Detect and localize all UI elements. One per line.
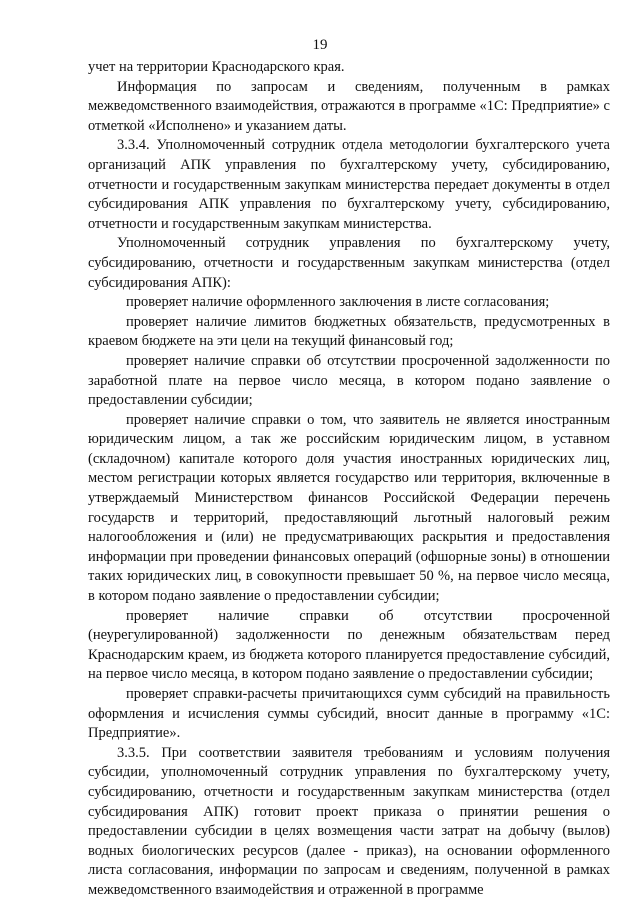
- paragraph: проверяет наличие справки об отсутствии просроченной (неурегулированной) задолженности по денежным обязательствам перед Краснодарским краем, из бюджета которого планируется предоставление субсидий, на первое число месяца, в котором подано заявление о предоставлении субсидии;: [88, 607, 610, 683]
- document-body: [88, 58, 610, 901]
- paragraph: 3.3.5. При соответствии заявителя требованиям и условиям получения субсидии, уполномоченный сотрудник управления по бухгалтерскому учету, субсидированию, отчетности и государственным закупкам министерства (отдел субсидирования АПК) готовит проект приказа о принятии решения о предоставлении субсидии в целях возмещения части затрат на добычу (вылов) водных биологических ресурсов (далее - приказ), на основании оформленного листа согласования, информации по запросам и сведениям, полученной в рамках межведомственного взаимодействия и отраженной в программе: [88, 744, 610, 898]
- paragraph: проверяет справки-расчеты причитающихся сумм субсидий на правильность оформления и исчисления суммы субсидий, вносит данные в программу «1С: Предприятие».: [88, 686, 610, 742]
- page-number: 19: [312, 37, 328, 53]
- paragraph: Информация по запросам и сведениям, полученным в рамках межведомственного взаимодействия, отражаются в программе «1С: Предприятие» с отметкой «Исполнено» и указанием даты.: [88, 78, 610, 134]
- paragraph: проверяет наличие справки об отсутствии просроченной задолженности по заработной плате на первое число месяца, в котором подано заявление о предоставлении субсидии;: [88, 352, 610, 409]
- paragraph: проверяет наличие лимитов бюджетных обязательств, предусмотренных в краевом бюджете на эти цели на текущий финансовый год;: [88, 313, 610, 350]
- paragraph: 3.3.4. Уполномоченный сотрудник отдела методологии бухгалтерского учета организаций АПК управления по бухгалтерскому учету, субсидированию, отчетности и государственным закупкам министерства передает документы в отдел субсидирования АПК управления по бухгалтерскому учету, субсидированию, отчетности и государственным закупкам министерства.: [88, 137, 610, 232]
- paragraph: учет на территории Краснодарского края.: [88, 59, 345, 75]
- paragraph: Уполномоченный сотрудник управления по бухгалтерскому учету, субсидированию, отчетности и государственным закупкам министерства (отдел субсидирования АПК):: [88, 235, 610, 291]
- paragraph: проверяет наличие оформленного заключения в листе согласования;: [126, 294, 550, 311]
- paragraph: проверяет наличие справки о том, что заявитель не является иностранным юридическим лицом, а так же российским юридическим лицом, в уставном (складочном) капитале которого доля участия иностранных юридических лиц, местом регистрации которых является государство или территория, включенные в утверждаемый Министерством финансов Российской Федерации перечень государств и территорий, предоставляющий льготный налоговый режим налогообложения и (или) не предусматривающих раскрытия и предоставления информации при проведении финансовых операций (офшорные зоны) в отношении таких юридических лиц, в совокупности превышает 50 %, на первое число месяца, в котором подано заявление о предоставлении субсидии;: [88, 411, 610, 605]
